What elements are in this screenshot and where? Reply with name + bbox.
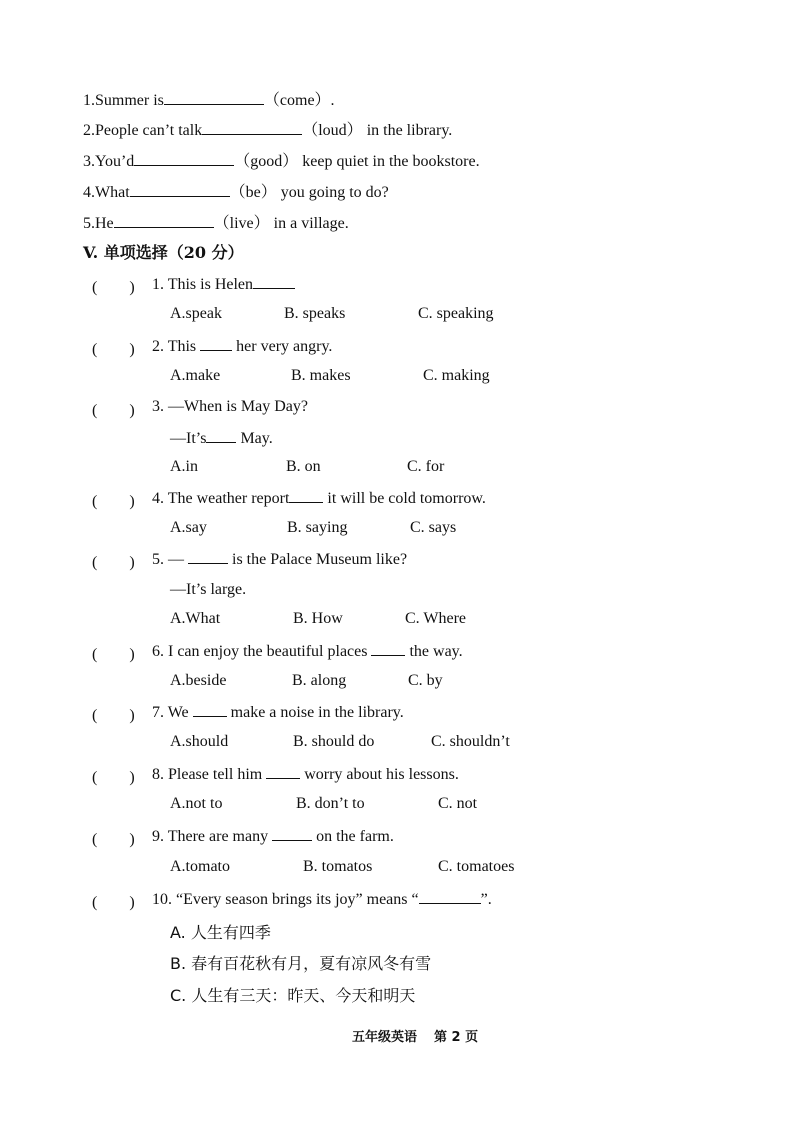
fill-blank-text: you going to do?	[276, 184, 389, 201]
section-title: V. 单项选择（20 分）	[83, 243, 244, 262]
answer-paren[interactable]: ( )	[92, 341, 135, 358]
answer-paren[interactable]: ( )	[92, 707, 135, 724]
footer-page-number: 第 2 页	[434, 1030, 479, 1045]
answer-paren[interactable]: ( )	[92, 831, 135, 848]
question-text: ”.	[480, 891, 492, 908]
answer-blank[interactable]	[134, 151, 234, 166]
option-c[interactable]: C. says	[410, 519, 457, 536]
question-stem	[152, 488, 486, 509]
fill-blank-5	[83, 213, 349, 234]
option-c[interactable]: C. speaking	[418, 305, 494, 322]
fill-blank-text: He	[95, 215, 114, 232]
answer-paren[interactable]: ( )	[92, 279, 135, 296]
question-text: 8. Please tell him	[152, 766, 263, 783]
question-blank	[419, 889, 481, 904]
fill-blank-text: .	[330, 92, 335, 109]
question-stem	[152, 889, 492, 910]
question-stem-line2: —It’s large.	[170, 581, 247, 598]
question-text: —It’s	[170, 430, 207, 447]
option-b[interactable]: B. makes	[291, 367, 351, 384]
question-text: 4. The weather report	[152, 490, 290, 507]
question-blank	[193, 702, 227, 717]
answer-paren[interactable]: ( )	[92, 646, 135, 663]
option-a[interactable]: A.make	[170, 367, 221, 384]
option-a[interactable]: A.tomato	[170, 858, 230, 875]
question-blank	[371, 641, 405, 656]
option-c[interactable]: C. not	[438, 795, 478, 812]
question-text: 2. This	[152, 338, 197, 355]
option-c[interactable]: C. by	[408, 672, 443, 689]
option-b[interactable]: B. How	[293, 610, 343, 627]
question-blank	[266, 764, 300, 779]
answer-paren[interactable]: ( )	[92, 769, 135, 786]
option-b[interactable]: B. along	[292, 672, 347, 689]
fill-blank-number: 2.	[83, 122, 95, 139]
option-c[interactable]: C. Where	[405, 610, 467, 627]
option-c[interactable]: C. tomatoes	[438, 858, 515, 875]
question-stem	[152, 641, 463, 662]
fill-blank-text: What	[95, 184, 130, 201]
question-text: it will be cold tomorrow.	[323, 490, 486, 507]
question-stem-line2	[170, 428, 273, 449]
fill-blank-3	[83, 151, 480, 172]
option-a[interactable]: A.say	[170, 519, 207, 536]
option-b[interactable]: B. on	[286, 458, 321, 475]
question-text: 10. “Every season brings its joy” means “	[152, 891, 419, 908]
fill-blank-text: Summer is	[95, 92, 164, 109]
fill-blank-text: in a village.	[269, 215, 349, 232]
footer-subject: 五年级英语	[352, 1030, 418, 1045]
fill-blank-text: in the library.	[362, 122, 453, 139]
fill-blank-hint: （be）	[229, 184, 277, 201]
question-text: her very angry.	[232, 338, 333, 355]
option-a[interactable]: A.beside	[170, 672, 227, 689]
option-b[interactable]: B. speaks	[284, 305, 346, 322]
answer-blank[interactable]	[202, 120, 302, 135]
question-blank	[272, 826, 312, 841]
option-c[interactable]: C. shouldn’t	[431, 733, 510, 750]
fill-blank-number: 1.	[83, 92, 95, 109]
question-text: worry about his lessons.	[300, 766, 459, 783]
fill-blank-hint: （loud）	[302, 122, 363, 139]
option-b[interactable]: B. saying	[287, 519, 348, 536]
option-c[interactable]: C. making	[423, 367, 490, 384]
question-text: on the farm.	[312, 828, 394, 845]
option-b[interactable]: B. should do	[293, 733, 375, 750]
question-text: make a noise in the library.	[226, 704, 404, 721]
question-text: 6. I can enjoy the beautiful places	[152, 643, 368, 660]
question-text: 9. There are many	[152, 828, 269, 845]
option-a[interactable]: A. 人生有四季	[170, 923, 271, 942]
fill-blank-2	[83, 120, 452, 141]
fill-blank-hint: （live）	[213, 215, 270, 232]
question-stem: 3. —When is May Day?	[152, 398, 308, 415]
fill-blank-text: You’d	[95, 153, 135, 170]
fill-blank-text: keep quiet in the bookstore.	[298, 153, 480, 170]
option-c[interactable]: C. 人生有三天：昨天、今天和明天	[170, 986, 416, 1005]
fill-blank-number: 3.	[83, 153, 95, 170]
question-stem	[152, 336, 332, 357]
question-text: May.	[236, 430, 273, 447]
option-c[interactable]: C. for	[407, 458, 445, 475]
fill-blank-hint: （good）	[234, 153, 299, 170]
fill-blank-1	[83, 90, 335, 111]
option-a[interactable]: A.not to	[170, 795, 223, 812]
question-stem	[152, 764, 459, 785]
fill-blank-4	[83, 182, 389, 203]
question-text: the way.	[405, 643, 463, 660]
option-a[interactable]: A.should	[170, 733, 229, 750]
answer-paren[interactable]: ( )	[92, 402, 135, 419]
question-blank	[200, 336, 232, 351]
question-text: 7. We	[152, 704, 189, 721]
question-stem	[152, 702, 404, 723]
question-text: 1. This is Helen	[152, 276, 254, 293]
fill-blank-hint: （come）	[263, 92, 331, 109]
fill-blank-number: 4.	[83, 184, 95, 201]
answer-paren[interactable]: ( )	[92, 894, 135, 911]
fill-blank-number: 5.	[83, 215, 95, 232]
question-blank	[188, 549, 228, 564]
answer-blank[interactable]	[114, 213, 214, 228]
question-text: 5. —	[152, 551, 184, 568]
option-b[interactable]: B. don’t to	[296, 795, 365, 812]
question-stem	[152, 826, 394, 847]
option-a[interactable]: A.speak	[170, 305, 222, 322]
question-text: is the Palace Museum like?	[228, 551, 408, 568]
question-stem	[152, 274, 295, 295]
option-a[interactable]: A.What	[170, 610, 221, 627]
answer-blank[interactable]	[164, 90, 264, 105]
question-stem	[152, 549, 407, 570]
question-blank	[289, 488, 323, 503]
question-blank	[206, 428, 236, 443]
question-blank	[253, 274, 295, 289]
answer-paren[interactable]: ( )	[92, 554, 135, 571]
option-b[interactable]: B. 春有百花秋有月，夏有凉风冬有雪	[170, 954, 432, 973]
option-a[interactable]: A.in	[170, 458, 198, 475]
answer-paren[interactable]: ( )	[92, 493, 135, 510]
fill-blank-text: People can’t talk	[95, 122, 203, 139]
answer-blank[interactable]	[130, 182, 230, 197]
option-b[interactable]: B. tomatos	[303, 858, 373, 875]
